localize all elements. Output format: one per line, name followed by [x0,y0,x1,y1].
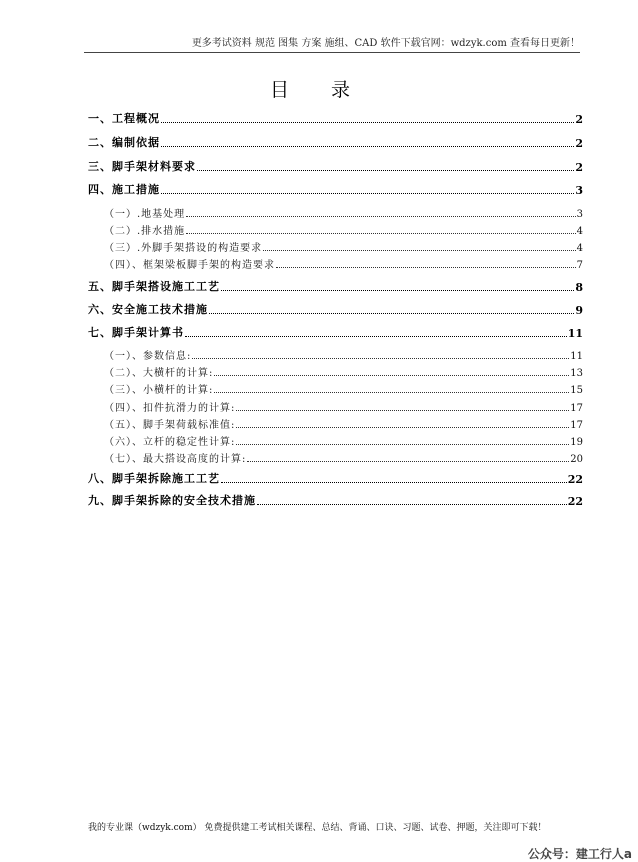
toc-dot-leader [214,375,569,376]
toc-entry-page-number: 8 [575,281,583,294]
toc-entry-label: （一）.地基处理 [104,209,186,220]
toc-entry-page-number: 20 [570,454,583,465]
toc-dot-leader [214,392,569,393]
toc-dot-leader [161,193,574,194]
toc-entry [88,380,583,396]
toc-dot-leader [276,267,576,268]
toc-entry-label: （四）、框架梁板脚手架的构造要求 [104,260,275,271]
toc-entry-page-number: 15 [570,385,583,396]
toc-entry-label: （三）、小横杆的计算: [104,385,214,396]
toc-entry [88,432,583,448]
toc-entry-page-number: 11 [570,351,583,362]
toc-entry-label: 二、编制依据 [88,136,160,149]
toc-dot-leader [185,336,567,337]
toc-dot-leader [236,410,569,411]
toc-entry [88,221,583,237]
toc-entry-label: 四、施工措施 [88,183,160,196]
toc-entry [88,134,583,150]
toc-entry [88,255,583,271]
toc-dot-leader [236,444,569,445]
toc-entry [88,110,583,126]
toc-entry-label: （三）.外脚手架搭设的构造要求 [104,243,263,254]
toc-dot-leader [197,170,574,171]
toc-entry [88,449,583,465]
toc-entry-page-number: 3 [575,184,583,197]
toc-entry-page-number: 22 [567,473,583,486]
toc-entry [88,470,583,486]
toc-entry-label: （四）、扣件抗滑力的计算: [104,403,236,414]
toc-dot-leader [186,233,575,234]
toc-entry-page-number: 4 [576,226,583,237]
toc-entry-page-number: 11 [567,327,583,340]
toc-entry [88,158,583,174]
toc-entry [88,238,583,254]
toc-dot-leader [257,504,567,505]
toc-entry [88,278,583,294]
toc-dot-leader [186,216,575,217]
toc-entry [88,415,583,431]
toc-entry-label: 八、脚手架拆除施工工艺 [88,472,220,485]
page-footer: 我的专业课（wdzyk.com） 免费提供建工考试相关课程、总结、背诵、口诀、习题、试卷、押题，关注即可下载！ [88,823,547,833]
toc-dot-leader [221,482,567,483]
toc-entry-page-number: 22 [567,495,583,508]
toc-entry [88,492,583,508]
toc-entry-label: 一、工程概况 [88,112,160,125]
toc-dot-leader [209,313,574,314]
toc-entry-page-number: 7 [576,260,583,271]
toc-entry [88,346,583,362]
toc-entry [88,301,583,317]
toc-entry-label: （五）、脚手架荷载标准值: [104,420,236,431]
toc-entry-page-number: 19 [570,437,583,448]
toc-entry-page-number: 13 [570,368,583,379]
toc-entry-label: （六）、立杆的稳定性计算: [104,437,236,448]
toc-entry-label: 五、脚手架搭设施工工艺 [88,280,220,293]
toc-entry-page-number: 2 [575,113,583,126]
toc-entry-page-number: 9 [575,304,583,317]
toc-entry-page-number: 17 [570,420,583,431]
toc-entry [88,398,583,414]
toc-entry [88,204,583,220]
toc-entry-page-number: 4 [576,243,583,254]
toc-entry [88,363,583,379]
toc-entry-label: 六、安全施工技术措施 [88,303,208,316]
toc-entry [88,324,583,340]
toc-dot-leader [263,250,575,251]
toc-dot-leader [192,358,569,359]
toc-entry-label: （一）、参数信息: [104,351,192,362]
watermark-text: 公众号：建工行人a [527,847,632,861]
toc-entry [88,181,583,197]
toc-dot-leader [161,146,574,147]
toc-entry-page-number: 2 [575,161,583,174]
toc-entry-label: 三、脚手架材料要求 [88,160,196,173]
toc-entry-label: （二）.排水措施 [104,226,186,237]
toc-dot-leader [161,122,574,123]
toc-entry-label: （七）、最大搭设高度的计算: [104,454,247,465]
toc-entry-page-number: 2 [575,137,583,150]
page-header: 更多考试资料 规范 图集 方案 施组、CAD 软件下载官网：wdzyk.com 查看每日更新！ [84,34,580,53]
toc-entry-page-number: 3 [576,209,583,220]
page-title: 目 录 [269,79,369,101]
toc-entry-label: （二）、大横杆的计算: [104,368,214,379]
toc-entry-label: 九、脚手架拆除的安全技术措施 [88,494,256,507]
toc-dot-leader [247,461,569,462]
toc-entry-label: 七、脚手架计算书 [88,326,184,339]
toc-entry-page-number: 17 [570,403,583,414]
toc-dot-leader [236,427,569,428]
toc-dot-leader [221,290,574,291]
